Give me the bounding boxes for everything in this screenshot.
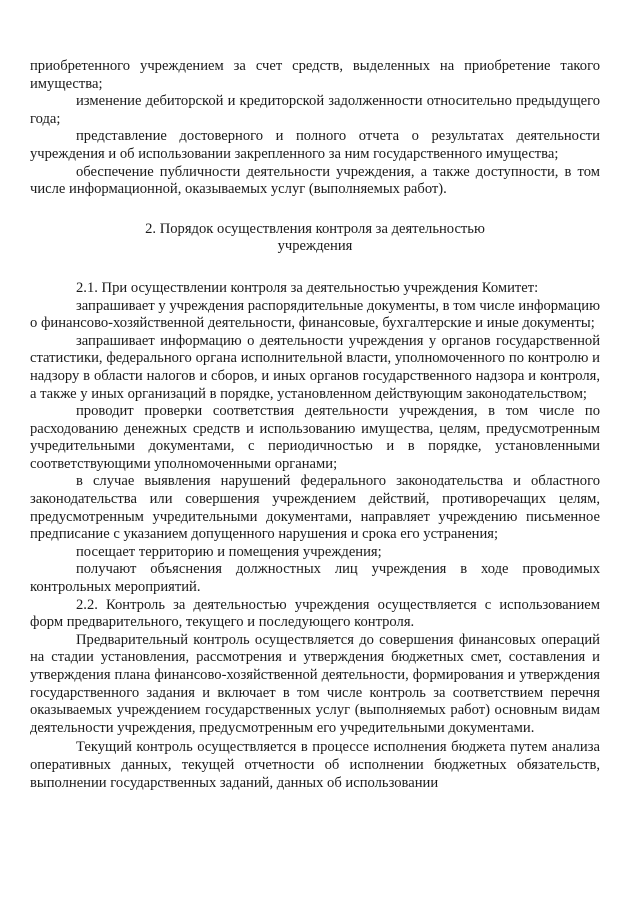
section-heading-line1: 2. Порядок осуществления контроля за деятельностью bbox=[145, 220, 485, 237]
paragraph-continuation: приобретенного учреждением за счет средств, выделенных на приобретение такого имущества; bbox=[30, 58, 600, 92]
paragraph-inspections: проводит проверки соответствия деятельности учреждения, в том числе по расходованию денежных средств и использованию имущества, целям, предусмотренным учредительными документами, с периодичностью и в порядке, установленными соответствующими уполномоченными органами; bbox=[30, 403, 600, 472]
section-heading bbox=[30, 221, 600, 256]
paragraph-explanations: получают объяснения должностных лиц учреждения в ходе проводимых контрольных мероприятий. bbox=[30, 561, 600, 596]
paragraph-report: представление достоверного и полного отчета о результатах деятельности учреждения и об использовании закрепленного за ним государственного имущества; bbox=[30, 128, 600, 162]
paragraph-receivables: изменение дебиторской и кредиторской задолженности относительно предыдущего года; bbox=[30, 93, 600, 127]
paragraph-visits: посещает территорию и помещения учреждения; bbox=[76, 543, 382, 560]
paragraph-requests-documents: запрашивает у учреждения распорядительные документы, в том числе информацию о финансово-хозяйственной деятельности, финансовые, бухгалтерские и иные документы; bbox=[30, 297, 600, 332]
paragraph-requests-information: запрашивает информацию о деятельности учреждения у органов государственной статистики, федерального органа исполнительной власти, уполномоченного по контролю и надзору в области налогов и сборов, и иных органов государственного надзора и контроля, а также у иных организаций в порядке, установленном действующим законодательством; bbox=[30, 332, 600, 402]
paragraph-current-control: Текущий контроль осуществляется в процессе исполнения бюджета путем анализа оперативных данных, текущей отчетности об исполнении бюджетных обязательств, выполнении государственных заданий, данных об использовании bbox=[30, 739, 600, 791]
section-heading-line2: учреждения bbox=[277, 238, 353, 255]
document-page bbox=[30, 58, 600, 792]
paragraph-publicity: обеспечение публичности деятельности учреждения, а также доступности, в том числе информационной, оказываемых услуг (выполняемых работ). bbox=[30, 163, 600, 198]
paragraph-violations: в случае выявления нарушений федерального законодательства и областного законодательства или совершения учреждением действий, противоречащих целям, предусмотренным учредительными документами, направляет учреждению письменное предписание с указанием допущенного нарушения и срока его устранения; bbox=[30, 473, 600, 543]
paragraph-preliminary-control: Предварительный контроль осуществляется до совершения финансовых операций на стадии установления, рассмотрения и утверждения бюджетных смет, составления и утверждения плана финансово-хозяйственной деятельности, формирования и утверждения государственного задания и включает в том числе контроль за соответствием перечня оказываемых учреждением государственных услуг (выполняемых работ) основным видам деятельности учреждения, предусмотренным его учредительными документами. bbox=[30, 631, 600, 736]
paragraph-2-1: 2.1. При осуществлении контроля за деятельностью учреждения Комитет: bbox=[76, 279, 539, 296]
paragraph-2-2: 2.2. Контроль за деятельностью учреждения осуществляется с использованием форм предварительного, текущего и последующего контроля. bbox=[30, 596, 600, 631]
